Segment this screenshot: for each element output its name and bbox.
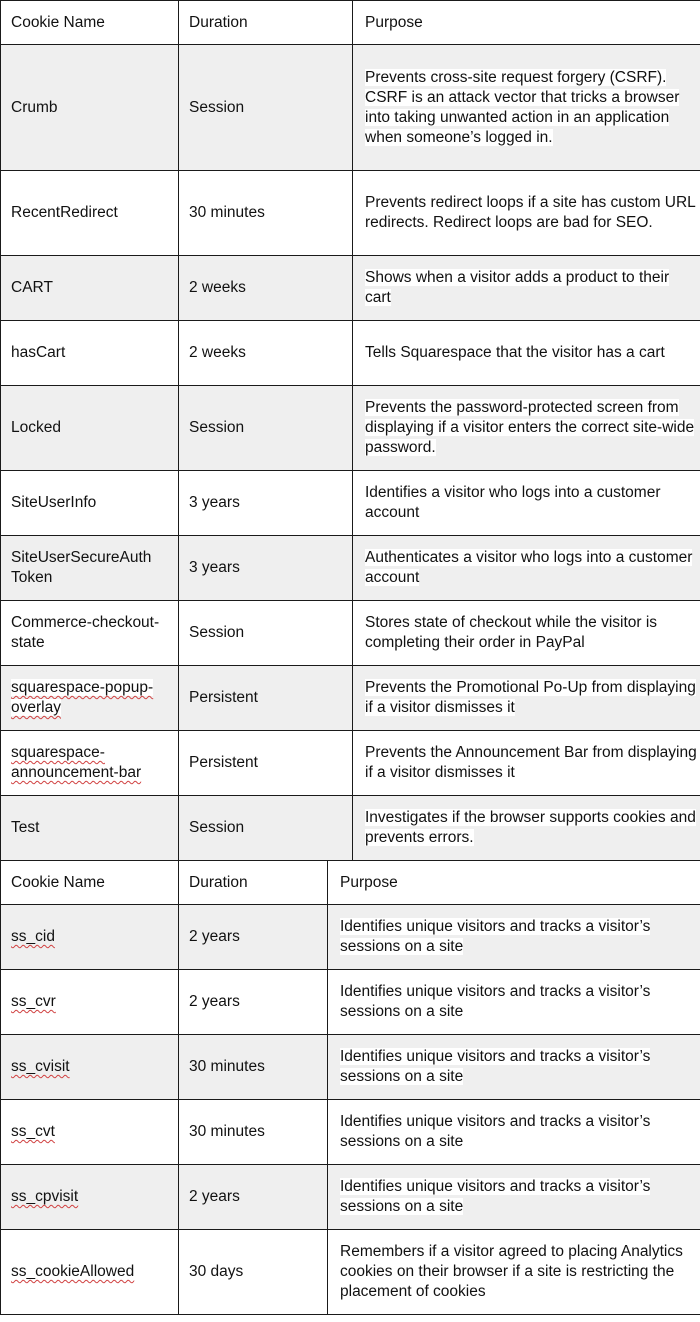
cookie-name: [1, 1035, 179, 1100]
cookie-name: [1, 970, 179, 1035]
cookie-name-text: ss_cvr: [11, 993, 56, 1010]
purpose-text: Identifies unique visitors and tracks a visitor’s sessions on a site: [340, 983, 651, 1020]
cookie-purpose: [328, 905, 700, 970]
purpose-text: Tells Squarespace that the visitor has a cart: [365, 344, 665, 361]
cookie-name: Crumb: [1, 45, 179, 171]
header-cookie-name: Cookie Name: [1, 861, 179, 905]
purpose-text: Stores state of checkout while the visitor is completing their order in PayPal: [365, 614, 658, 651]
cookie-duration: 30 minutes: [179, 171, 353, 256]
table-row: [1, 1165, 700, 1230]
cookie-purpose: [353, 601, 700, 666]
purpose-text: Identifies unique visitors and tracks a visitor’s sessions on a site: [340, 1113, 651, 1150]
table-header-row: [1, 1, 700, 45]
purpose-text: Prevents the Promotional Po-Up from displaying if a visitor dismisses it: [365, 679, 696, 716]
purpose-text: Authenticates a visitor who logs into a customer account: [365, 549, 693, 586]
cookie-table-analytics: [0, 860, 700, 1315]
table-row: [1, 1035, 700, 1100]
table-row: [1, 1230, 700, 1315]
cookie-duration: Persistent: [179, 731, 353, 796]
cookie-purpose: [328, 1230, 700, 1315]
purpose-text: Prevents cross-site request forgery (CSRF). CSRF is an attack vector that tricks a browser into taking unwanted action in an application when someone’s logged in.: [365, 68, 680, 146]
table-header-row: [1, 861, 700, 905]
purpose-text: Prevents redirect loops if a site has custom URL redirects. Redirect loops are bad for SEO.: [365, 194, 696, 231]
purpose-text: Prevents the password-protected screen from displaying if a visitor enters the correct site-wide password.: [365, 399, 695, 456]
cookie-name: [1, 905, 179, 970]
cookie-name: Commerce-checkout-state: [1, 601, 179, 666]
table-row: [1, 1100, 700, 1165]
table-row: [1, 731, 700, 796]
cookie-duration: 3 years: [179, 471, 353, 536]
header-purpose: Purpose: [353, 1, 700, 45]
table-row: [1, 256, 700, 321]
cookie-purpose: [353, 171, 700, 256]
purpose-text: Identifies unique visitors and tracks a visitor’s sessions on a site: [340, 1048, 651, 1085]
cookie-name: RecentRedirect: [1, 171, 179, 256]
purpose-text: Identifies a visitor who logs into a customer account: [365, 484, 661, 521]
cookie-duration: 2 years: [179, 905, 328, 970]
cookie-duration: Session: [179, 601, 353, 666]
cookie-duration: Persistent: [179, 666, 353, 731]
cookie-duration: 30 minutes: [179, 1100, 328, 1165]
purpose-text: Prevents the Announcement Bar from displaying if a visitor dismisses it: [365, 744, 697, 781]
cookie-purpose: [353, 471, 700, 536]
cookie-name: SiteUserInfo: [1, 471, 179, 536]
cookie-name-text: ss_cvisit: [11, 1058, 70, 1075]
cookie-duration: 30 minutes: [179, 1035, 328, 1100]
purpose-text: Shows when a visitor adds a product to their cart: [365, 269, 670, 306]
table-row: [1, 970, 700, 1035]
cookie-name: Test: [1, 796, 179, 861]
cookie-purpose: [328, 1100, 700, 1165]
cookie-purpose: [353, 321, 700, 386]
purpose-text: Investigates if the browser supports cookies and prevents errors.: [365, 809, 696, 846]
cookie-purpose: [353, 666, 700, 731]
cookie-duration: 2 years: [179, 1165, 328, 1230]
cookie-duration: 30 days: [179, 1230, 328, 1315]
cookie-duration: 2 years: [179, 970, 328, 1035]
cookie-name: [1, 666, 179, 731]
purpose-text: Remembers if a visitor agreed to placing Analytics cookies on their browser if a site is restricting the placement of cookies: [340, 1243, 683, 1300]
cookie-purpose: [353, 536, 700, 601]
cookie-purpose: [353, 796, 700, 861]
cookie-purpose: [328, 970, 700, 1035]
cookie-name: [1, 1165, 179, 1230]
table-row: [1, 471, 700, 536]
cookie-name: SiteUserSecureAuth Token: [1, 536, 179, 601]
table-row: [1, 45, 700, 171]
cookie-name-text: squarespace-announcement-bar: [11, 744, 142, 781]
table-row: [1, 171, 700, 256]
cookie-name-text: ss_cookieAllowed: [11, 1263, 135, 1280]
cookie-duration: Session: [179, 796, 353, 861]
cookie-purpose: [353, 256, 700, 321]
table-row: [1, 666, 700, 731]
cookie-purpose: [353, 386, 700, 471]
cookie-name: CART: [1, 256, 179, 321]
table-row: [1, 796, 700, 861]
cookie-name: [1, 1100, 179, 1165]
cookie-name: Locked: [1, 386, 179, 471]
table-row: [1, 321, 700, 386]
cookie-duration: 2 weeks: [179, 321, 353, 386]
cookie-purpose: [328, 1035, 700, 1100]
header-duration: Duration: [179, 861, 328, 905]
cookie-name: [1, 731, 179, 796]
cookie-duration: Session: [179, 386, 353, 471]
cookie-purpose: [328, 1165, 700, 1230]
cookie-duration: Session: [179, 45, 353, 171]
purpose-text: Identifies unique visitors and tracks a visitor’s sessions on a site: [340, 1178, 651, 1215]
cookie-name: hasCart: [1, 321, 179, 386]
cookie-name-text: ss_cvt: [11, 1123, 55, 1140]
header-purpose: Purpose: [328, 861, 700, 905]
cookie-duration: 3 years: [179, 536, 353, 601]
table-row: [1, 386, 700, 471]
cookie-duration: 2 weeks: [179, 256, 353, 321]
purpose-text: Identifies unique visitors and tracks a visitor’s sessions on a site: [340, 918, 651, 955]
header-cookie-name: Cookie Name: [1, 1, 179, 45]
cookie-purpose: [353, 45, 700, 171]
cookie-name-text: ss_cpvisit: [11, 1188, 79, 1205]
table-row: [1, 905, 700, 970]
cookie-name: [1, 1230, 179, 1315]
cookie-name-text: ss_cid: [11, 928, 55, 945]
cookie-purpose: [353, 731, 700, 796]
cookie-name-text: squarespace-popup-overlay: [11, 679, 154, 716]
table-row: [1, 601, 700, 666]
header-duration: Duration: [179, 1, 353, 45]
table-row: [1, 536, 700, 601]
